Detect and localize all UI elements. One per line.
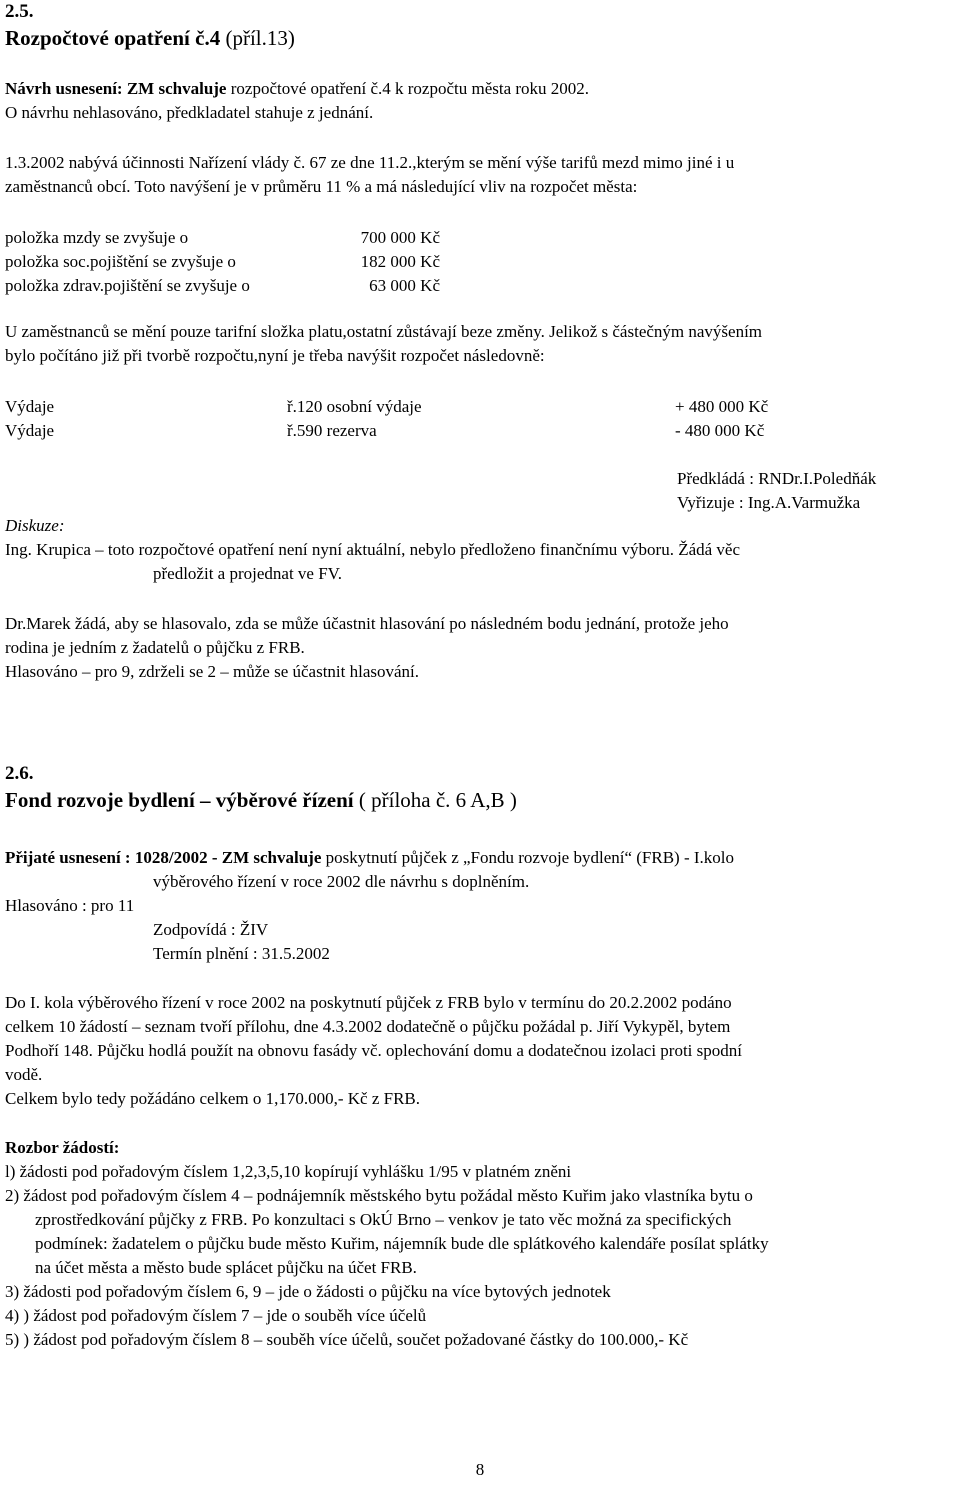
resolution-label: Přijaté usnesení : 1028/2002 - ZM schvaluje bbox=[5, 848, 322, 867]
discussion-marek bbox=[5, 612, 953, 684]
table-row bbox=[5, 274, 953, 298]
intro-paragraph bbox=[5, 151, 953, 199]
total-requested: Celkem bylo tedy požádáno celkem o 1,170.000,- Kč z FRB. bbox=[5, 1089, 420, 1108]
paragraph-line: Do I. kola výběrového řízení v roce 2002 na poskytnutí půjček z FRB bylo v termínu do 20.2.2002 podáno bbox=[5, 993, 732, 1012]
discussion-line: Dr.Marek žádá, aby se hlasovalo, zda se může účastnit hlasování po následném bodu jednání, protože jeho bbox=[5, 614, 729, 633]
section-title-bold: Fond rozvoje bydlení – výběrové řízení bbox=[5, 788, 354, 812]
paragraph-line: vodě. bbox=[5, 1065, 43, 1084]
submitted-by: Předkládá : RNDr.I.Poledňák bbox=[677, 469, 877, 488]
adopted-resolution bbox=[5, 846, 953, 966]
budget-amount: + 480 000 Kč bbox=[675, 397, 769, 416]
list-item: l) žádosti pod pořadovým číslem 1,2,3,5,10 kopírují vyhlášku 1/95 v platném zněni bbox=[5, 1162, 572, 1181]
applications-paragraph bbox=[5, 991, 953, 1111]
section-number: 2.5. bbox=[5, 1, 34, 22]
section-title bbox=[5, 786, 953, 814]
budget-line: ř.120 osobní výdaje bbox=[287, 397, 422, 416]
page-number: 8 bbox=[475, 1460, 485, 1479]
intro-line: zaměstnanců obcí. Toto navýšení je v průměru 11 % a má následující vliv na rozpočet města: bbox=[5, 177, 638, 196]
increase-items-table bbox=[5, 226, 953, 298]
section-title-attachment: (příl.13) bbox=[220, 26, 295, 50]
list-item: 4) ) žádost pod pořadovým číslem 7 – jde o souběh více účelů bbox=[5, 1306, 427, 1325]
discussion-line: předložit a projednat ve FV. bbox=[153, 564, 343, 583]
item-amount: 63 000 Kč bbox=[369, 276, 440, 295]
proposal-text: rozpočtové opatření č.4 k rozpočtu města roku 2002. bbox=[226, 79, 590, 98]
budget-type: Výdaje bbox=[5, 421, 55, 440]
item-amount: 182 000 Kč bbox=[360, 252, 440, 271]
resolution-proposal bbox=[5, 77, 953, 125]
vote-result: Hlasováno : pro 11 bbox=[5, 896, 135, 915]
list-item: 2) žádost pod pořadovým číslem 4 – podnájemník městského bytu požádal město Kuřim jako vlastníka bytu o bbox=[5, 1186, 753, 1205]
vote-result: Hlasováno – pro 9, zdrželi se 2 – může se účastnit hlasování. bbox=[5, 662, 420, 681]
budget-type: Výdaje bbox=[5, 397, 55, 416]
resolution-line: výběrového řízení v roce 2002 dle návrhu s doplněním. bbox=[153, 872, 530, 891]
section-2-6-heading bbox=[5, 762, 953, 814]
responsible: Zodpovídá : ŽIV bbox=[153, 920, 269, 939]
list-item-continuation: podmínek: žadatelem o půjčku bude město Kuřim, nájemník bude dle splátkového kalendáře posílat splátky bbox=[35, 1234, 769, 1253]
signatories bbox=[5, 467, 953, 515]
budget-line: ř.590 rezerva bbox=[287, 421, 377, 440]
handled-by: Vyřizuje : Ing.A.Varmužka bbox=[677, 493, 861, 512]
item-label: položka soc.pojištění se zvyšuje o bbox=[5, 252, 236, 271]
section-title-attachment: ( příloha č. 6 A,B ) bbox=[353, 788, 517, 812]
discussion-label: Diskuze: bbox=[5, 516, 65, 535]
paragraph-line: Podhoří 148. Půjčku hodlá použít na obnovu fasády vč. oplechování domu a dodatečnou izolaci proti spodní bbox=[5, 1041, 742, 1060]
resolution-line bbox=[5, 846, 953, 870]
section-number: 2.6. bbox=[5, 763, 34, 784]
applications-analysis bbox=[5, 1136, 953, 1352]
deadline: Termín plnění : 31.5.2002 bbox=[153, 944, 330, 963]
list-item-continuation: zprostředkování půjčky z FRB. Po konzultaci s OkÚ Brno – venkov je tato věc možná za specifických bbox=[35, 1210, 732, 1229]
proposal-withdrawn: O návrhu nehlasováno, předkladatel stahuje z jednání. bbox=[5, 103, 374, 122]
budget-amount: - 480 000 Kč bbox=[675, 421, 765, 440]
discussion bbox=[5, 514, 953, 586]
intro-line: 1.3.2002 nabývá účinnosti Nařízení vlády č. 67 ze dne 11.2.,kterým se mění výše tarifů mezd mimo jiné i u bbox=[5, 153, 735, 172]
item-label: položka zdrav.pojištění se zvyšuje o bbox=[5, 276, 250, 295]
proposal-label: Návrh usnesení: ZM schvaluje bbox=[5, 79, 227, 98]
change-line: bylo počítáno již při tvorbě rozpočtu,nyní je třeba navýšit rozpočet následovně: bbox=[5, 346, 545, 365]
table-row bbox=[5, 250, 953, 274]
change-line: U zaměstnanců se mění pouze tarifní složka platu,ostatní zůstávají beze změny. Jelikož s částečným navýšením bbox=[5, 322, 763, 341]
analysis-title: Rozbor žádostí: bbox=[5, 1138, 120, 1157]
table-row bbox=[5, 226, 953, 250]
discussion-line: rodina je jedním z žadatelů o půjčku z FRB. bbox=[5, 638, 305, 657]
budget-table bbox=[5, 395, 953, 443]
section-title-bold: Rozpočtové opatření č.4 bbox=[5, 26, 221, 50]
list-item-continuation: na účet města a město bude splácet půjčku na účet FRB. bbox=[35, 1258, 417, 1277]
section-title bbox=[5, 24, 953, 52]
list-item: 3) žádosti pod pořadovým číslem 6, 9 – jde o žádosti o půjčku na více bytových jednotek bbox=[5, 1282, 611, 1301]
section-2-5-heading bbox=[5, 0, 953, 52]
change-paragraph bbox=[5, 320, 953, 368]
table-row bbox=[5, 395, 953, 419]
item-amount: 700 000 Kč bbox=[360, 228, 440, 247]
item-label: položka mzdy se zvyšuje o bbox=[5, 228, 189, 247]
resolution-text: poskytnutí půjček z „Fondu rozvoje bydlení“ (FRB) - I.kolo bbox=[321, 848, 735, 867]
discussion-line: Ing. Krupica – toto rozpočtové opatření není nyní aktuální, nebylo předloženo finančnímu výboru. Žádá věc bbox=[5, 540, 741, 559]
paragraph-line: celkem 10 žádostí – seznam tvoří přílohu, dne 4.3.2002 dodatečně o půjčku požádal p. Jiří Vykypěl, bytem bbox=[5, 1017, 731, 1036]
list-item: 5) ) žádost pod pořadovým číslem 8 – souběh více účelů, součet požadované částky do 100.000,- Kč bbox=[5, 1330, 689, 1349]
table-row bbox=[5, 419, 953, 443]
